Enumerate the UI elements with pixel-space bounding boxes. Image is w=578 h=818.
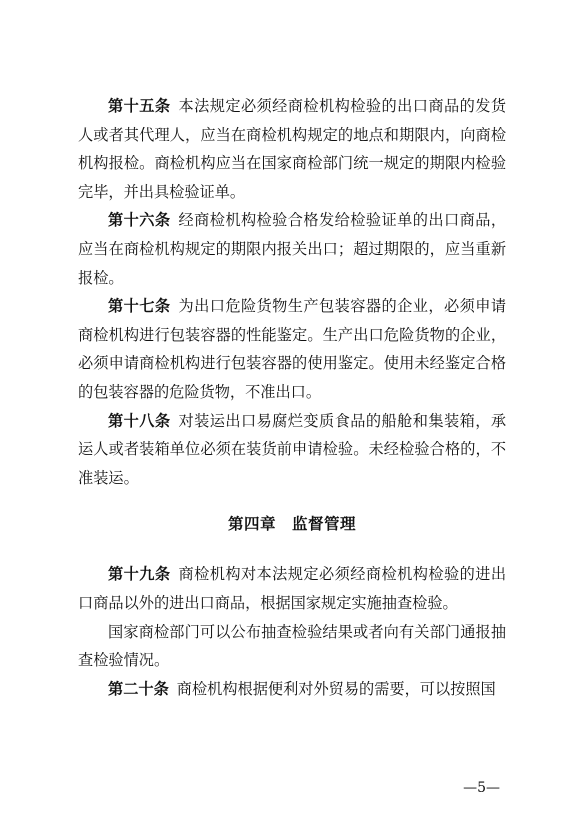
article-19: [78, 560, 506, 617]
article-text: 本法规定必须经商检机构检验的出口商品的发货人或者其代理人，应当在商检机构规定的地点和期限内，向商检机构报检。商检机构应当在国家商检部门统一规定的期限内检验完毕，并出具检验证单。: [78, 97, 506, 201]
article-17: [78, 292, 506, 406]
page-content: [78, 92, 506, 703]
article-text: 国家商检部门可以公布抽查检验结果或者向有关部门通报抽查检验情况。: [78, 622, 506, 670]
article-number: 第十六条: [108, 211, 171, 230]
article-18: [78, 407, 506, 493]
article-number: 第十八条: [108, 411, 171, 430]
chapter-title: 第四章 监督管理: [227, 515, 356, 534]
article-number: 第十九条: [108, 565, 171, 584]
article-20: [78, 675, 506, 704]
article-number: 第十五条: [108, 97, 171, 115]
article-text: 对装运出口易腐烂变质食品的船舱和集装箱，承运人或者装箱单位必须在装货前申请检验。未经检验合格的，不准装运。: [78, 411, 506, 487]
article-text: 商检机构根据便利对外贸易的需要，可以按照国: [176, 679, 496, 698]
article-16: [78, 206, 506, 292]
article-number: 第十七条: [108, 297, 171, 316]
article-15: [78, 92, 506, 206]
article-19-paragraph-2: [78, 618, 506, 675]
article-text: 经商检机构检验合格发给检验证单的出口商品，应当在商检机构规定的期限内报关出口；超过期限的，应当重新报检。: [78, 211, 506, 287]
page-number: —5—: [463, 780, 500, 796]
article-number: 第二十条: [108, 679, 169, 698]
article-text: 为出口危险货物生产包装容器的企业，必须申请商检机构进行包装容器的性能鉴定。生产出口危险货物的企业，必须申请商检机构进行包装容器的使用鉴定。使用未经鉴定合格的包装容器的危险货物，不准出口。: [78, 297, 506, 401]
article-text: 商检机构对本法规定必须经商检机构检验的进出口商品以外的进出口商品，根据国家规定实施抽查检验。: [78, 565, 506, 612]
